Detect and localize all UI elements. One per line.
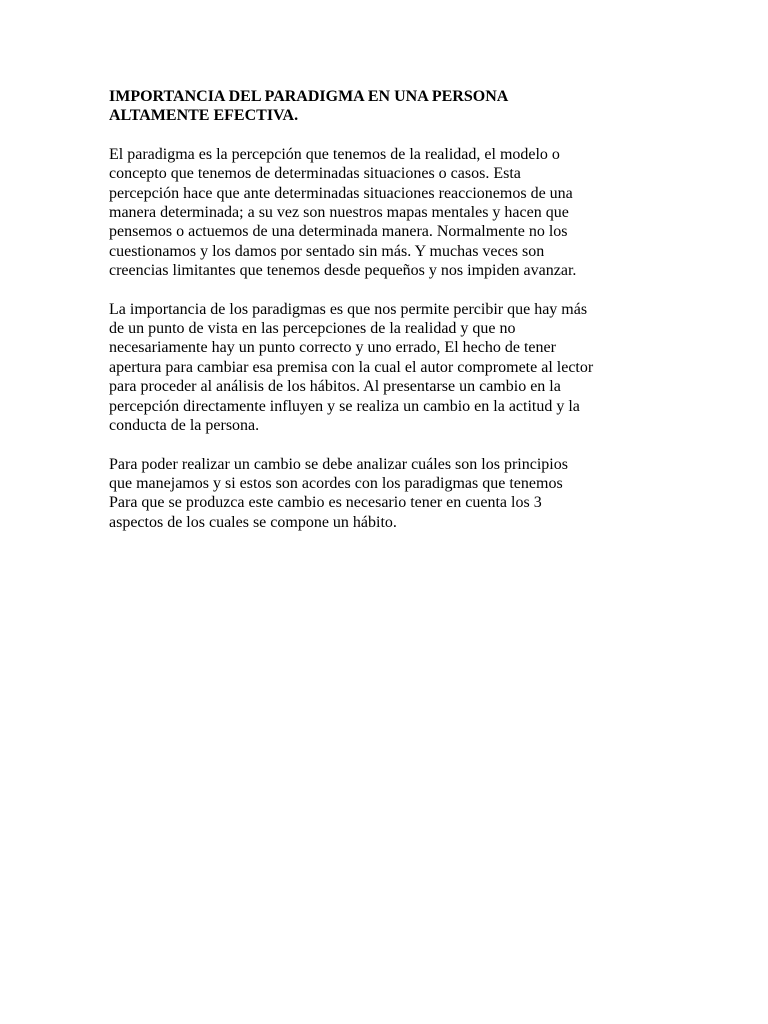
paragraph-line: aspectos de los cuales se compone un hábito. (109, 513, 397, 531)
paragraph-line: de un punto de vista en las percepciones de la realidad y que no (109, 320, 516, 338)
title-line: ALTAMENTE EFECTIVA. (109, 107, 299, 125)
paragraph-paradigm-importance (109, 300, 669, 436)
paragraph-line: concepto que tenemos de determinadas situaciones o casos. Esta (109, 165, 521, 183)
paragraph-line: creencias limitantes que tenemos desde pequeños y nos impiden avanzar. (109, 262, 577, 280)
paragraph-line: Para que se produzca este cambio es necesario tener en cuenta los 3 (109, 494, 542, 512)
paragraph-line: percepción directamente influyen y se realiza un cambio en la actitud y la (109, 397, 580, 415)
paragraph-line: para proceder al análisis de los hábitos. Al presentarse un cambio en la (109, 378, 561, 396)
paragraph-line: necesariamente hay un punto correcto y uno errado, El hecho de tener (109, 339, 556, 357)
paragraph-line: Para poder realizar un cambio se debe analizar cuáles son los principios (109, 455, 568, 473)
paragraph-line: El paradigma es la percepción que tenemos de la realidad, el modelo o (109, 145, 560, 163)
document-title (109, 87, 589, 126)
document-page (109, 87, 669, 551)
paragraph-line: pensemos o actuemos de una determinada manera. Normalmente no los (109, 223, 568, 241)
paragraph-line: cuestionamos y los damos por sentado sin más. Y muchas veces son (109, 242, 545, 260)
paragraph-line: que manejamos y si estos son acordes con los paradigmas que tenemos (109, 474, 563, 492)
paragraph-change-habits (109, 455, 669, 533)
paragraph-line: percepción hace que ante determinadas situaciones reaccionemos de una (109, 184, 573, 202)
title-line: IMPORTANCIA DEL PARADIGMA EN UNA PERSONA (109, 88, 509, 105)
paragraph-line: manera determinada; a su vez son nuestros mapas mentales y hacen que (109, 204, 569, 222)
paragraph-paradigm-definition (109, 145, 669, 281)
paragraph-line: apertura para cambiar esa premisa con la cual el autor compromete al lector (109, 358, 594, 376)
paragraph-line: La importancia de los paradigmas es que nos permite percibir que hay más (109, 300, 588, 318)
paragraph-line: conducta de la persona. (109, 417, 260, 435)
